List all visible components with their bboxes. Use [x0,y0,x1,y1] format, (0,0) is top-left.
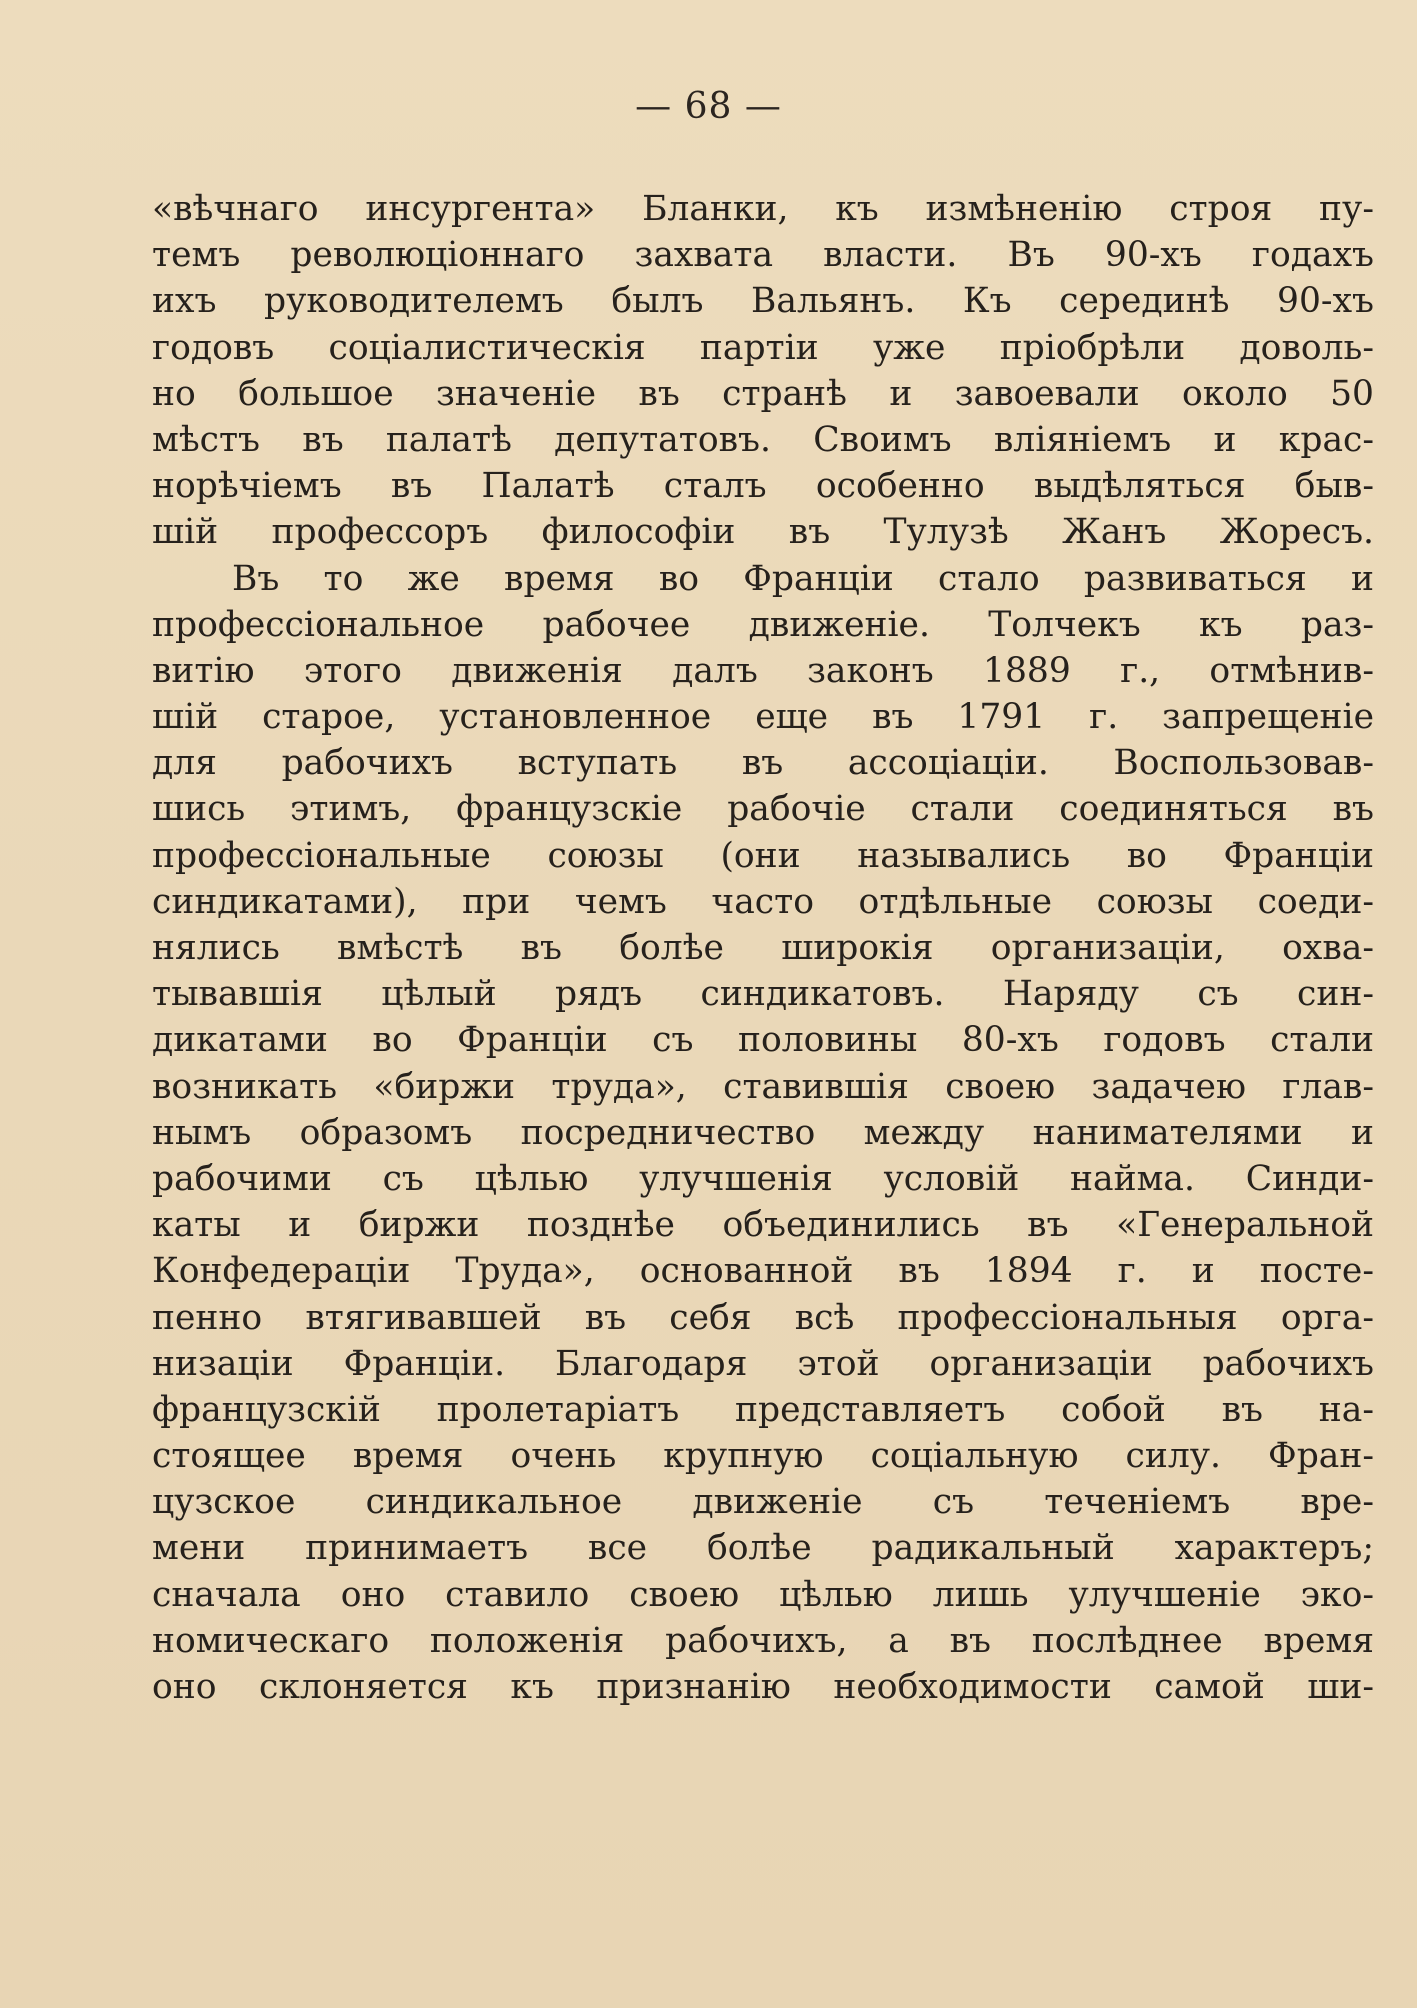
text-line: витію этого движенія далъ законъ 1889 г., отмѣнив- [152,650,1374,691]
text-line: темъ революціоннаго захвата власти. Въ 90-хъ годахъ [152,235,1374,276]
text-line: но большое значеніе въ странѣ и завоевали около 50 [152,373,1374,414]
text-line: норѣчіемъ въ Палатѣ сталъ особенно выдѣляться быв- [152,466,1374,507]
text-line: для рабочихъ вступать въ ассоціаціи. Воспользовав- [152,743,1374,784]
text-line: мени принимаетъ все болѣе радикальный характеръ; [152,1528,1374,1569]
text-line: синдикатами), при чемъ часто отдѣльные союзы соеди- [152,881,1374,922]
text-line: профессіональное рабочее движеніе. Толчекъ къ раз- [152,604,1374,645]
text-line: цузское синдикальное движеніе съ теченіемъ вре- [152,1482,1374,1523]
text-line: тывавшія цѣлый рядъ синдикатовъ. Наряду съ син- [152,974,1374,1015]
text-line: дикатами во Франціи съ половины 80-хъ годовъ стали [152,1020,1374,1061]
text-line: оно склоняется къ признанію необходимости самой ши- [152,1667,1374,1707]
text-line: шись этимъ, французскіе рабочіе стали соединяться въ [152,789,1374,830]
page-number: — 68 — [635,86,782,127]
text-line: возникать «биржи труда», ставившія своею задачею глав- [152,1066,1374,1107]
text-line: шій старое, установленное еще въ 1791 г. запрещеніе [152,697,1374,738]
text-line: низаціи Франціи. Благодаря этой организаціи рабочихъ [152,1343,1374,1384]
text-line: пенно втягивавшей въ себя всѣ профессіональныя орга- [152,1297,1374,1338]
body-text [152,186,1374,1710]
text-line: шій профессоръ философіи въ Тулузѣ Жанъ Жоресъ. [152,512,1374,553]
text-line: сначала оно ставило своею цѣлью лишь улучшеніе эко- [152,1574,1374,1615]
text-line: рабочими съ цѣлью улучшенія условій найма. Синди- [152,1158,1374,1199]
text-line: нымъ образомъ посредничество между нанимателями и [152,1112,1374,1153]
text-line: французскій пролетаріатъ представляетъ собой въ на- [152,1389,1374,1430]
text-line: стоящее время очень крупную соціальную силу. Фран- [152,1436,1374,1477]
text-line: ихъ руководителемъ былъ Вальянъ. Къ серединѣ 90-хъ [152,281,1374,322]
paragraph-start-line: Въ то же время во Франціи стало развиваться и [232,558,1374,599]
text-line: номическаго положенія рабочихъ, а въ послѣднее время [152,1620,1374,1661]
text-line: мѣстъ въ палатѣ депутатовъ. Своимъ вліяніемъ и крас- [152,419,1374,460]
text-line: Конфедераціи Труда», основанной въ 1894 г. и посте- [152,1251,1374,1292]
text-line: каты и биржи позднѣе объединились въ «Генеральной [152,1205,1374,1246]
text-line: годовъ соціалистическія партіи уже пріобрѣли доволь- [152,327,1374,368]
text-line: профессіональные союзы (они назывались во Франціи [152,835,1374,876]
text-line: «вѣчнаго инсургента» Бланки, къ измѣненію строя пу- [152,189,1374,229]
text-line: нялись вмѣстѣ въ болѣе широкія организаціи, охва- [152,928,1374,968]
